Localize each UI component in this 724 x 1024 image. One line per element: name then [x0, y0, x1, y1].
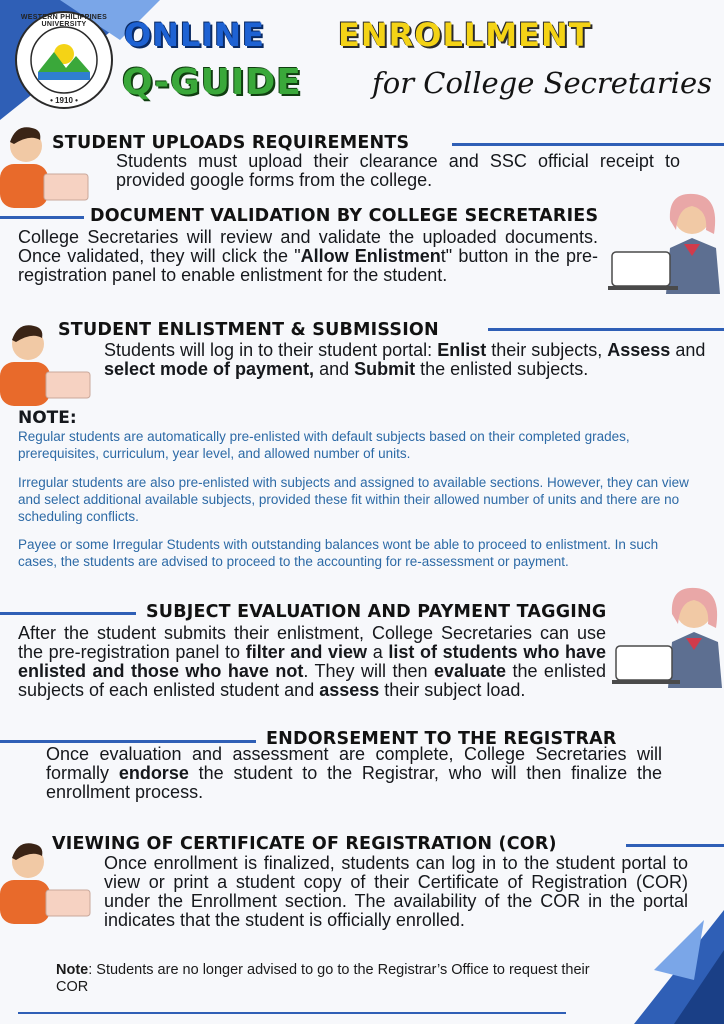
university-seal — [14, 10, 114, 110]
step-3-title: STUDENT ENLISTMENT & SUBMISSION — [58, 320, 439, 340]
secretary-laptop-icon — [612, 582, 724, 688]
note-heading: NOTE: — [18, 408, 77, 428]
step-6-body: Once enrollment is finalized, students can log in to the student portal to view or print a student copy of their Certificate of Registration (COR) under the Enrollment section. The availability of the COR in the portal indicates that the student is officially enrolled. — [104, 853, 688, 930]
divider — [488, 328, 724, 331]
step-2-title: DOCUMENT VALIDATION BY COLLEGE SECRETARIES — [90, 206, 599, 226]
divider — [0, 740, 256, 743]
title-online: ONLINE — [124, 16, 265, 54]
step-2-body: College Secretaries will review and validate the uploaded documents. Once validated, they will click the "Allow Enlistment" button in the pre-registration panel to enable enlistment for the student. — [18, 227, 598, 285]
divider — [0, 612, 136, 615]
step-4-title: SUBJECT EVALUATION AND PAYMENT TAGGING — [146, 602, 607, 622]
seal-year: • 1910 • — [50, 96, 78, 105]
subtitle: for College Secretaries — [372, 66, 712, 100]
step-5-body: Once evaluation and assessment are complete, College Secretaries will formally endorse the student to the Registrar, who will then finalize the enrollment process. — [46, 744, 662, 802]
footer-note: Note: Students are no longer advised to go to the Registrar’s Office to request their COR — [56, 962, 590, 995]
title-enrollment: ENROLLMENT — [338, 16, 592, 54]
note-item-3: Payee or some Irregular Students with outstanding balances wont be able to proceed to enlistment. In such cases, the students are advised to proceed to the accounting for re-assessment or payment. — [18, 537, 659, 569]
student-laptop-icon — [0, 116, 90, 208]
divider — [18, 1012, 566, 1014]
note-item-1: Regular students are automatically pre-enlisted with default subjects based on their completed grades, prerequisites, curriculum, year level, and allowed number of units. — [18, 429, 630, 461]
step-1-body: Students must upload their clearance and SSC official receipt to provided google forms from the college. — [116, 151, 680, 190]
divider — [452, 143, 724, 146]
step-4-body: After the student submits their enlistment, College Secretaries can use the pre-registration panel to filter and view a list of students who have enlisted and those who have not. They will then evaluate the enlisted subjects of each enlisted student and assess their subject load. — [18, 623, 606, 700]
seal-text: WESTERN PHILIPPINES UNIVERSITY — [20, 14, 108, 28]
step-3-body: Students will log in to their student portal: Enlist their subjects, Assess and select mode of payment, and Submit the enlisted subjects. — [104, 340, 706, 379]
divider — [0, 216, 84, 219]
divider — [626, 844, 724, 847]
step-1-title: STUDENT UPLOADS REQUIREMENTS — [52, 133, 410, 153]
step-5-title: ENDORSEMENT TO THE REGISTRAR — [266, 729, 617, 749]
title-qguide: Q-GUIDE — [122, 62, 302, 103]
step-6-title: VIEWING OF CERTIFICATE OF REGISTRATION (COR) — [52, 834, 557, 854]
note-item-2: Irregular students are also pre-enlisted with subjects and assigned to available sections. However, they can view and select additional available subjects, provided these fit within their allowed number of units and there are no scheduling conflicts. — [18, 475, 689, 524]
secretary-laptop-icon — [608, 190, 724, 294]
